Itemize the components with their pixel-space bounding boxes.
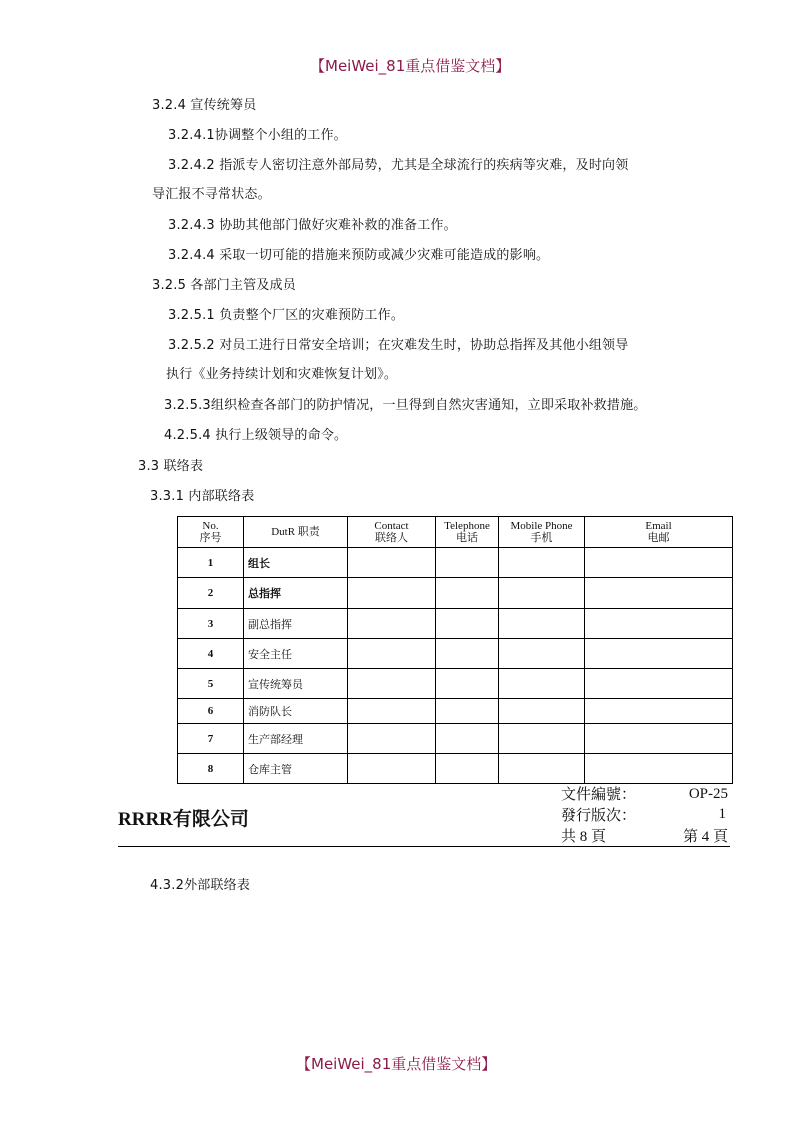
col-header-contact: Contact 联络人 (348, 517, 436, 548)
row-duty: 生产部经理 (244, 724, 348, 754)
row-contact (348, 699, 436, 724)
row-mobile (499, 548, 585, 578)
para-3-2-5-1: 3.2.5.1 负责整个厂区的灾难预防工作。 (168, 308, 405, 323)
row-mobile (499, 724, 585, 754)
row-email (585, 609, 733, 639)
row-duty: 安全主任 (244, 639, 348, 669)
version-label: 發行版次： (561, 808, 637, 824)
row-contact (348, 548, 436, 578)
total-pages: 共 8 頁 (561, 829, 607, 845)
row-telephone (436, 724, 499, 754)
col-header-duty: DutR 职责 (244, 517, 348, 548)
heading-3-3-1: 3.3.1 内部联络表 (150, 489, 255, 504)
row-no: 1 (178, 548, 244, 578)
page-number: 第 4 頁 (682, 829, 728, 845)
row-telephone (436, 609, 499, 639)
row-no: 7 (178, 724, 244, 754)
row-duty: 仓库主管 (244, 754, 348, 784)
table-row (178, 669, 733, 699)
col-header-mobile: Mobile Phone 手机 (499, 517, 585, 548)
para-3-2-4-2-line2: 导汇报不寻常状态。 (152, 187, 271, 202)
para-4-2-5-4: 4.2.5.4 执行上级领导的命令。 (164, 428, 348, 443)
row-telephone (436, 754, 499, 784)
col-header-email: Email 电邮 (585, 517, 733, 548)
para-3-2-5-3: 3.2.5.3组织检查各部门的防护情况，一旦得到自然灾害通知，立即采取补救措施。 (164, 398, 647, 413)
row-email (585, 639, 733, 669)
table-row (178, 578, 733, 609)
heading-3-2-4: 3.2.4 宣传统筹员 (152, 98, 257, 113)
row-telephone (436, 639, 499, 669)
doc-number-label: 文件編號： (561, 787, 637, 803)
row-contact (348, 669, 436, 699)
row-contact (348, 609, 436, 639)
internal-contact-table (177, 516, 733, 784)
row-mobile (499, 754, 585, 784)
para-3-2-5-2-line1: 3.2.5.2 对员工进行日常安全培训；在灾难发生时，协助总指挥及其他小组领导 (168, 338, 629, 353)
row-contact (348, 724, 436, 754)
table-row (178, 639, 733, 669)
heading-3-3: 3.3 联络表 (138, 459, 204, 474)
col-header-telephone: Telephone 电话 (436, 517, 499, 548)
row-email (585, 578, 733, 609)
table-row (178, 724, 733, 754)
row-email (585, 724, 733, 754)
row-telephone (436, 699, 499, 724)
row-duty: 宣传统筹员 (244, 669, 348, 699)
heading-3-2-5: 3.2.5 各部门主管及成员 (152, 278, 297, 293)
row-duty: 总指挥 (244, 578, 348, 609)
para-3-2-4-2-line1: 3.2.4.2 指派专人密切注意外部局势，尤其是全球流行的疾病等灾难，及时向领 (168, 158, 629, 173)
row-mobile (499, 699, 585, 724)
row-telephone (436, 578, 499, 609)
row-email (585, 699, 733, 724)
row-email (585, 754, 733, 784)
doc-number-value: OP-25 (688, 786, 728, 802)
row-contact (348, 639, 436, 669)
table-row (178, 548, 733, 578)
row-duty: 副总指挥 (244, 609, 348, 639)
row-contact (348, 578, 436, 609)
row-duty: 消防队长 (244, 699, 348, 724)
row-no: 6 (178, 699, 244, 724)
row-no: 8 (178, 754, 244, 784)
company-name: RRRR有限公司 (118, 809, 249, 830)
row-email (585, 669, 733, 699)
row-email (585, 548, 733, 578)
para-3-2-4-3: 3.2.4.3 协助其他部门做好灾难补救的准备工作。 (168, 218, 457, 233)
row-contact (348, 754, 436, 784)
table-row (178, 609, 733, 639)
footer-divider (118, 846, 730, 847)
row-mobile (499, 639, 585, 669)
col-header-no: No. 序号 (178, 517, 244, 548)
row-no: 3 (178, 609, 244, 639)
row-mobile (499, 669, 585, 699)
row-no: 2 (178, 578, 244, 609)
version-value: 1 (718, 806, 726, 822)
para-3-2-5-2-line2: 执行《业务持续计划和灾难恢复计划》。 (166, 367, 398, 382)
heading-4-3-2: 4.3.2外部联络表 (150, 878, 251, 893)
table-row (178, 754, 733, 784)
para-3-2-4-4: 3.2.4.4 采取一切可能的措施来预防或减少灾难可能造成的影响。 (168, 248, 550, 263)
row-telephone (436, 548, 499, 578)
table-header-row (178, 517, 733, 548)
para-3-2-4-1: 3.2.4.1协调整个小组的工作。 (168, 128, 347, 143)
row-no: 5 (178, 669, 244, 699)
row-no: 4 (178, 639, 244, 669)
row-mobile (499, 609, 585, 639)
row-mobile (499, 578, 585, 609)
watermark-bottom: 【MeiWei_81重点借鉴文档】 (296, 1055, 497, 1073)
watermark-top: 【MeiWei_81重点借鉴文档】 (310, 57, 511, 75)
row-duty: 组长 (244, 548, 348, 578)
table-row (178, 699, 733, 724)
row-telephone (436, 669, 499, 699)
